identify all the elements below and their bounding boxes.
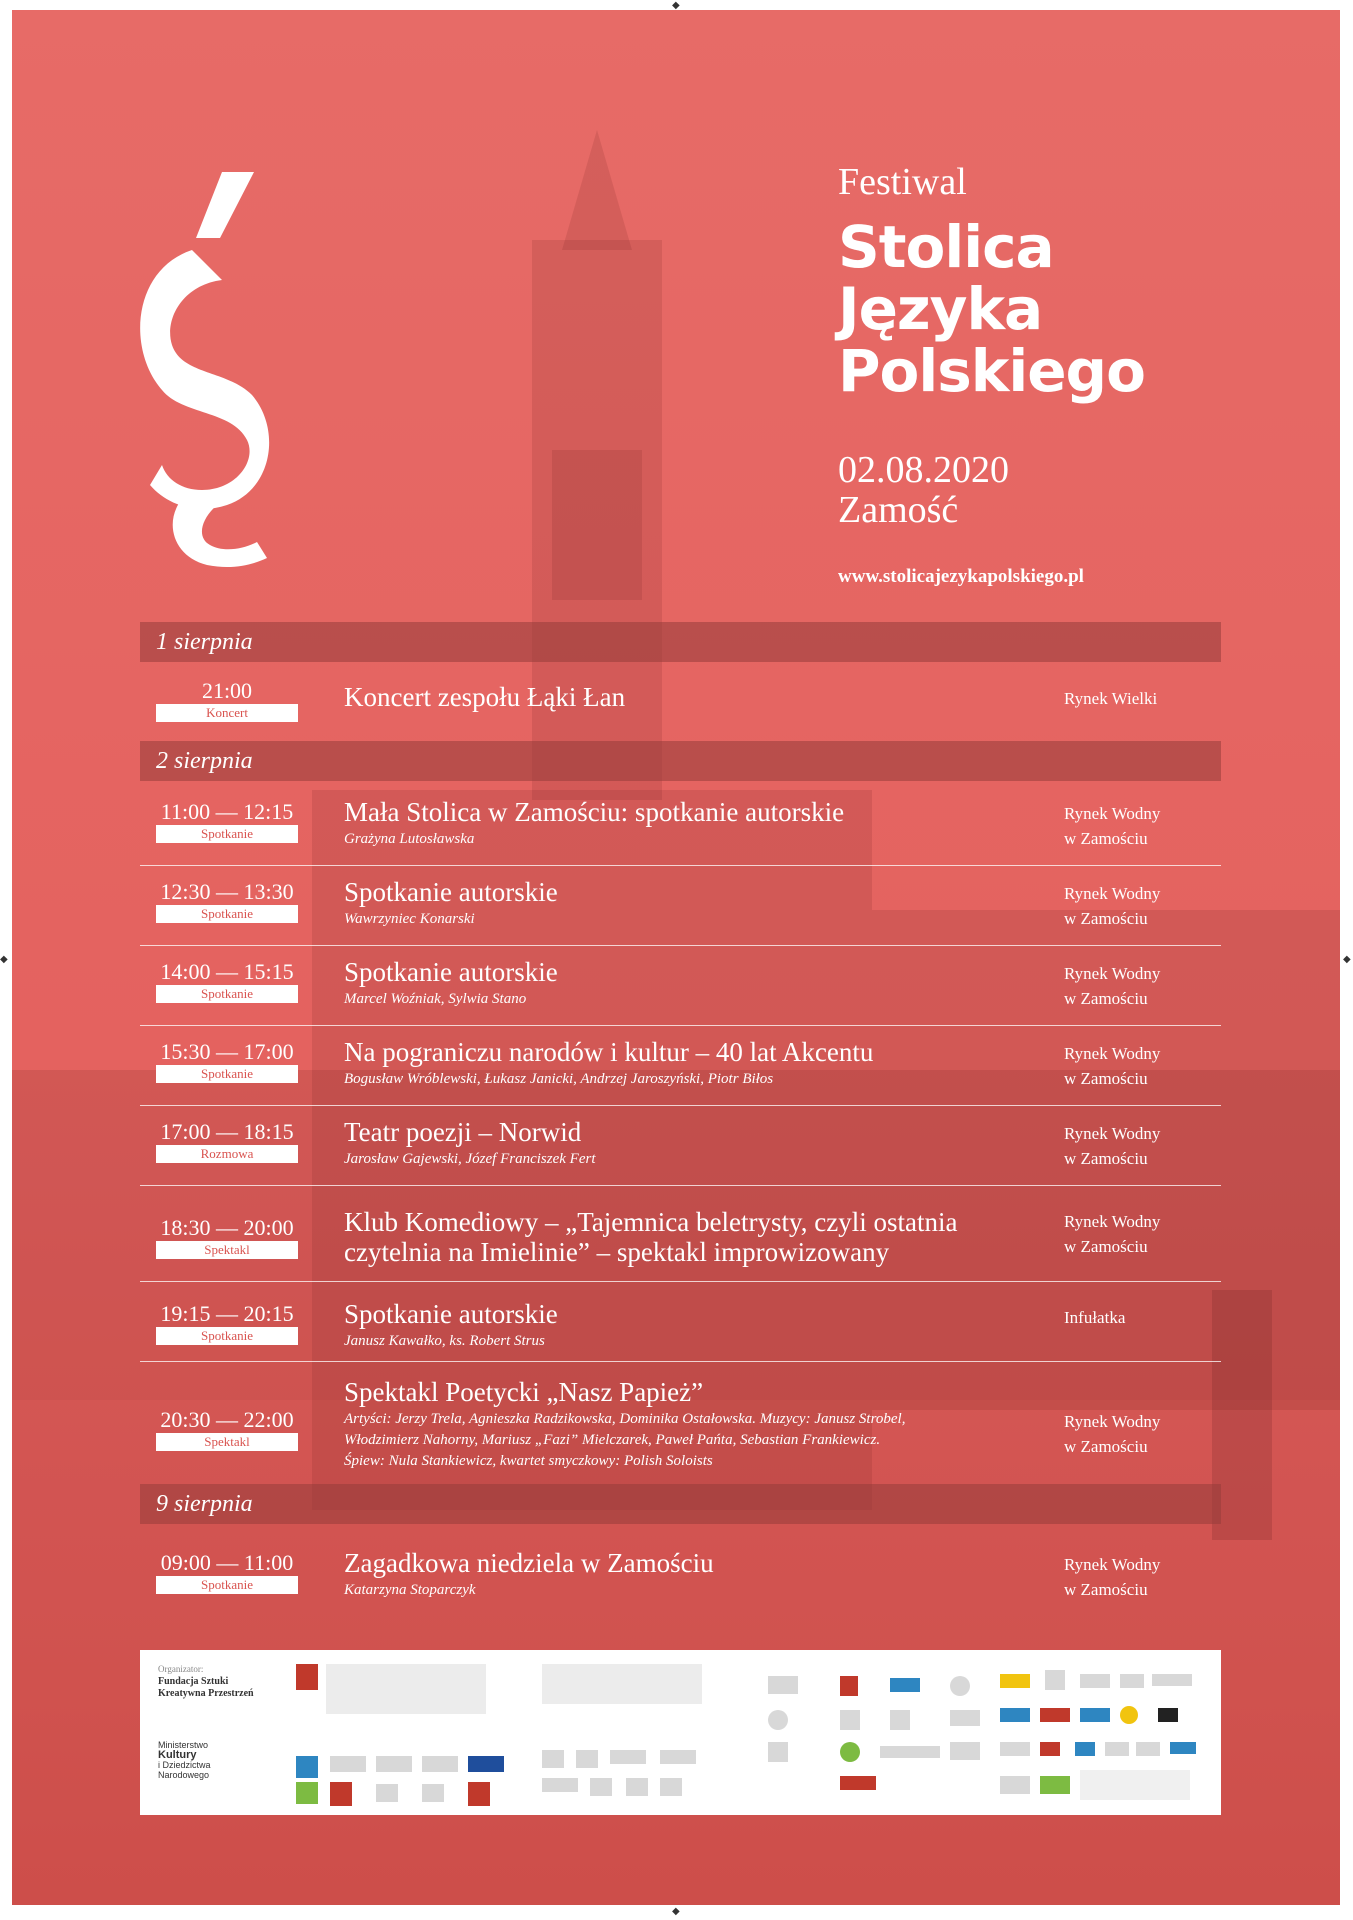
event-time: 20:30 — 22:00 bbox=[160, 1407, 294, 1432]
partner-logo bbox=[840, 1776, 876, 1790]
festival-date-location bbox=[838, 450, 1009, 530]
event-title: Teatr poezji – Norwid bbox=[344, 1117, 582, 1147]
title-line: Klub Komediowy – „Tajemnica beletrysty, czyli ostatnia bbox=[344, 1207, 958, 1237]
media-logo bbox=[1080, 1708, 1110, 1722]
event-title: Spotkanie autorskie bbox=[344, 1299, 558, 1329]
partner-logo bbox=[330, 1782, 352, 1806]
crop-mark-icon: ◆ bbox=[672, 0, 680, 11]
media-logo bbox=[1136, 1742, 1160, 1756]
festival-date: 02.08.2020 bbox=[838, 449, 1009, 491]
media-text-block bbox=[1080, 1770, 1190, 1800]
day-header: 2 sierpnia bbox=[140, 741, 1221, 781]
ministry-line: Ministerstwo bbox=[158, 1740, 209, 1750]
event-place bbox=[1064, 1209, 1160, 1259]
eu-flag-icon bbox=[468, 1756, 504, 1772]
day-header: 1 sierpnia bbox=[140, 622, 1221, 662]
partner-logo bbox=[542, 1778, 578, 1792]
event-title: Mała Stolica w Zamościu: spotkanie autorskie bbox=[344, 797, 845, 827]
event-time: 15:30 — 17:00 bbox=[160, 1039, 294, 1064]
organizer-line: Kreatywna Przestrzeń bbox=[158, 1688, 254, 1699]
partner-logo bbox=[626, 1778, 648, 1796]
event-time: 14:00 — 15:15 bbox=[160, 959, 294, 984]
grupa-azoty-logo bbox=[768, 1676, 798, 1694]
partner-logo bbox=[376, 1756, 412, 1772]
place-line: w Zamościu bbox=[1064, 1580, 1148, 1599]
media-logo bbox=[1158, 1708, 1178, 1722]
media-logo bbox=[1000, 1742, 1030, 1756]
media-logo bbox=[1040, 1708, 1070, 1722]
partner-logo bbox=[840, 1676, 858, 1696]
event-time: 09:00 — 11:00 bbox=[160, 1550, 294, 1575]
event-time: 18:30 — 20:00 bbox=[160, 1215, 294, 1240]
organizer-name bbox=[158, 1676, 268, 1700]
festival-label: Festiwal bbox=[838, 161, 967, 203]
event-place bbox=[1064, 1121, 1160, 1171]
partner-logo bbox=[610, 1750, 646, 1764]
festival-title bbox=[838, 213, 1145, 405]
event-title: Spotkanie autorskie bbox=[344, 957, 558, 987]
media-logo bbox=[1000, 1776, 1030, 1794]
title-line: Stolica bbox=[838, 213, 1054, 281]
media-logo bbox=[1170, 1742, 1196, 1754]
day-header: 9 sierpnia bbox=[140, 1484, 1221, 1524]
event-title: Spotkanie autorskie bbox=[344, 877, 558, 907]
partner-logo bbox=[840, 1742, 860, 1762]
media-logo bbox=[1000, 1708, 1030, 1722]
patronage-text-block bbox=[326, 1664, 486, 1714]
partner-text-block bbox=[542, 1664, 702, 1704]
partner-logo bbox=[422, 1756, 458, 1772]
sponsor-footer bbox=[140, 1650, 1221, 1815]
event-row bbox=[140, 865, 1221, 946]
event-place bbox=[1064, 686, 1157, 711]
ministry-logo bbox=[158, 1740, 211, 1780]
lubelskie-crest-icon bbox=[296, 1664, 318, 1690]
ministry-line: Kultury bbox=[158, 1749, 197, 1761]
place-line: Infułatka bbox=[1064, 1308, 1126, 1327]
title-line: czytelnia na Imielinie” – spektakl improwizowany bbox=[344, 1237, 890, 1267]
event-place bbox=[1064, 1552, 1160, 1602]
media-logo bbox=[1040, 1742, 1060, 1756]
people-line: Włodzimierz Nahorny, Mariusz „Fazi” Mielczarek, Paweł Pańta, Sebastian Frankiewicz. bbox=[344, 1432, 881, 1448]
event-people: Janusz Kawałko, ks. Robert Strus bbox=[344, 1333, 545, 1349]
place-line: Rynek Wodny bbox=[1064, 1044, 1161, 1063]
title-line: Polskiego bbox=[838, 337, 1145, 405]
event-people: Katarzyna Stoparczyk bbox=[344, 1582, 476, 1598]
event-tag: Rozmowa bbox=[156, 1145, 298, 1163]
event-place bbox=[1064, 961, 1160, 1011]
place-line: w Zamościu bbox=[1064, 1237, 1148, 1256]
event-row bbox=[140, 1185, 1221, 1282]
media-logo bbox=[1152, 1674, 1192, 1686]
title-line: Języka bbox=[838, 275, 1043, 343]
place-line: w Zamościu bbox=[1064, 829, 1148, 848]
event-tag: Spotkanie bbox=[156, 1576, 298, 1594]
place-line: Rynek Wodny bbox=[1064, 1555, 1161, 1574]
event-tag: Spotkanie bbox=[156, 985, 298, 1003]
event-row bbox=[140, 1281, 1221, 1362]
partner-logo bbox=[890, 1710, 910, 1730]
media-logo bbox=[1120, 1674, 1144, 1688]
partner-logo bbox=[542, 1750, 564, 1768]
place-line: Rynek Wodny bbox=[1064, 804, 1161, 823]
ministry-line: Narodowego bbox=[158, 1770, 210, 1780]
media-logo bbox=[1045, 1670, 1065, 1690]
place-line: Rynek Wodny bbox=[1064, 1212, 1161, 1231]
partner-logo bbox=[768, 1710, 788, 1730]
event-tag: Spotkanie bbox=[156, 1327, 298, 1345]
partner-logo bbox=[840, 1710, 860, 1730]
event-time: 21:00 bbox=[201, 678, 253, 703]
crop-mark-icon: ◆ bbox=[1343, 954, 1351, 965]
event-title: Na pograniczu narodów i kultur – 40 lat Akcentu bbox=[344, 1037, 874, 1067]
partner-logo bbox=[950, 1710, 980, 1726]
media-logo bbox=[1040, 1776, 1070, 1794]
crop-mark-icon: ◆ bbox=[672, 1906, 680, 1917]
event-title: Spektakl Poetycki „Nasz Papież” bbox=[344, 1377, 704, 1407]
event-people: Marcel Woźniak, Sylwia Stano bbox=[344, 991, 527, 1007]
organizer-line: Fundacja Sztuki bbox=[158, 1676, 229, 1687]
crop-mark-icon: ◆ bbox=[0, 954, 8, 965]
event-row bbox=[140, 1105, 1221, 1186]
zaiks-logo bbox=[890, 1678, 920, 1692]
event-title: Koncert zespołu Łąki Łan bbox=[344, 682, 626, 712]
event-time: 12:30 — 13:30 bbox=[160, 879, 294, 904]
media-logo bbox=[1000, 1674, 1030, 1688]
people-line: Śpiew: Nula Stankiewicz, kwartet smyczkowy: Polish Soloists bbox=[344, 1453, 713, 1469]
place-line: w Zamościu bbox=[1064, 989, 1148, 1008]
partner-logo bbox=[422, 1784, 444, 1802]
media-logo bbox=[1075, 1742, 1095, 1756]
event-place bbox=[1064, 801, 1160, 851]
festival-city: Zamość bbox=[838, 489, 959, 531]
media-logo bbox=[1120, 1706, 1138, 1724]
poster bbox=[12, 10, 1340, 1905]
place-line: Rynek Wodny bbox=[1064, 1124, 1161, 1143]
event-title: Zagadkowa niedziela w Zamościu bbox=[344, 1548, 714, 1578]
place-line: w Zamościu bbox=[1064, 1149, 1148, 1168]
event-place bbox=[1064, 881, 1160, 931]
event-title bbox=[344, 1207, 957, 1267]
media-logo bbox=[1080, 1674, 1110, 1688]
partner-logo bbox=[590, 1778, 612, 1796]
event-place bbox=[1064, 1041, 1160, 1091]
place-line: Rynek Wodny bbox=[1064, 884, 1161, 903]
event-row bbox=[140, 666, 1221, 736]
ministry-line: i Dziedzictwa bbox=[158, 1760, 211, 1770]
place-line: Rynek Wielki bbox=[1064, 689, 1158, 708]
event-people: Bogusław Wróblewski, Łukasz Janicki, Andrzej Jaroszyński, Piotr Biłos bbox=[344, 1071, 774, 1087]
place-line: w Zamościu bbox=[1064, 1069, 1148, 1088]
event-time: 19:15 — 20:15 bbox=[160, 1301, 294, 1326]
event-row bbox=[140, 785, 1221, 866]
event-time: 11:00 — 12:15 bbox=[160, 799, 294, 824]
partner-logo bbox=[660, 1778, 682, 1796]
media-logo bbox=[1105, 1742, 1129, 1756]
place-line: Rynek Wodny bbox=[1064, 964, 1161, 983]
partner-logo bbox=[950, 1742, 980, 1760]
event-tag: Spotkanie bbox=[156, 825, 298, 843]
partner-logo bbox=[296, 1756, 318, 1778]
event-time: 17:00 — 18:15 bbox=[160, 1119, 294, 1144]
place-line: w Zamościu bbox=[1064, 909, 1148, 928]
sa-ligature-logo bbox=[122, 160, 292, 580]
partner-logo bbox=[768, 1742, 788, 1762]
event-tag: Spotkanie bbox=[156, 905, 298, 923]
event-people: Wawrzyniec Konarski bbox=[344, 911, 475, 927]
partner-logo bbox=[468, 1782, 490, 1806]
event-row bbox=[140, 1361, 1221, 1481]
event-tag: Koncert bbox=[156, 704, 298, 722]
partner-logo bbox=[330, 1756, 366, 1772]
partner-logo bbox=[576, 1750, 598, 1768]
event-people: Grażyna Lutosławska bbox=[344, 831, 475, 847]
partner-logo bbox=[950, 1676, 970, 1696]
partner-logo bbox=[376, 1784, 398, 1802]
event-tag: Spotkanie bbox=[156, 1065, 298, 1083]
website-link[interactable]: www.stolicajezykapolskiego.pl bbox=[838, 566, 1084, 587]
event-row bbox=[140, 945, 1221, 1026]
event-row bbox=[140, 1025, 1221, 1106]
partner-logo bbox=[296, 1782, 318, 1804]
place-line: w Zamościu bbox=[1064, 1437, 1148, 1456]
event-row bbox=[140, 1528, 1221, 1608]
event-tag: Spektakl bbox=[156, 1241, 298, 1259]
partner-logo bbox=[660, 1750, 696, 1764]
event-people: Jarosław Gajewski, Józef Franciszek Fert bbox=[344, 1151, 596, 1167]
event-place bbox=[1064, 1409, 1160, 1459]
event-place bbox=[1064, 1305, 1125, 1330]
partner-logo bbox=[880, 1746, 940, 1758]
people-line: Artyści: Jerzy Trela, Agnieszka Radzikowska, Dominika Ostałowska. Muzycy: Janusz Strobel, bbox=[344, 1411, 906, 1427]
organizer-label: Organizator: bbox=[158, 1664, 204, 1674]
place-line: Rynek Wodny bbox=[1064, 1412, 1161, 1431]
event-people bbox=[344, 1409, 905, 1472]
event-tag: Spektakl bbox=[156, 1433, 298, 1451]
